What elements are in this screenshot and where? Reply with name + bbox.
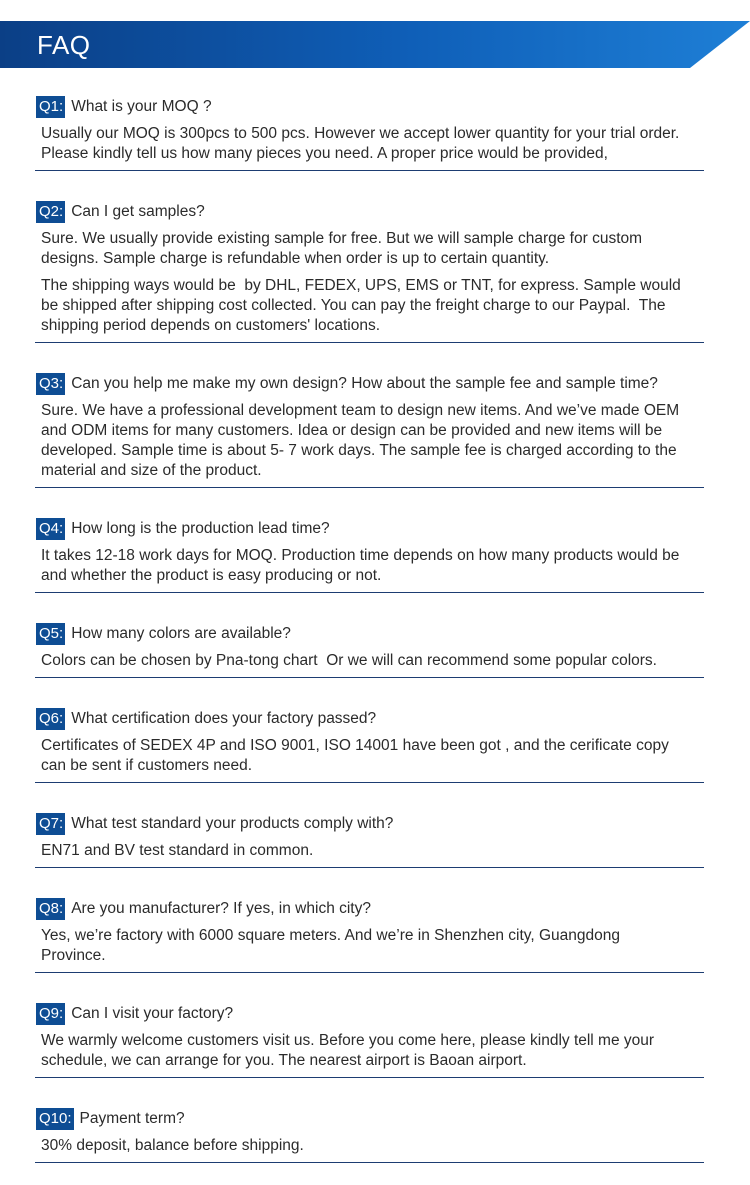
- faq-question-row: [35, 623, 704, 645]
- banner-background: [0, 21, 750, 68]
- faq-item: [35, 88, 704, 171]
- faq-question-row: [35, 201, 704, 223]
- faq-question: What test standard your products comply with?: [71, 815, 394, 832]
- faq-question: How many colors are available?: [71, 625, 291, 642]
- faq-question: Payment term?: [79, 1110, 185, 1127]
- faq-question-row: [35, 898, 704, 920]
- faq-answer: The shipping ways would be by DHL, FEDEX, UPS, EMS or TNT, for express. Sample would be shipped after shipping cost collected. You can pay the freight charge to our Paypal. The shipping period depends on customers' locations.: [41, 277, 681, 334]
- question-number-badge: Q8:: [36, 898, 65, 920]
- faq-item: [35, 615, 704, 678]
- question-number-badge: Q2:: [36, 201, 65, 223]
- faq-answer: Certificates of SEDEX 4P and ISO 9001, ISO 14001 have been got , and the cerificate copy can be sent if customers need.: [41, 737, 669, 774]
- faq-item: [35, 995, 704, 1078]
- faq-answer: 30% deposit, balance before shipping.: [41, 1137, 304, 1154]
- question-number-badge: Q9:: [36, 1003, 65, 1025]
- faq-question-row: [35, 373, 704, 395]
- faq-question-row: [35, 1003, 704, 1025]
- faq-question-row: [35, 813, 704, 835]
- faq-question: How long is the production lead time?: [71, 520, 330, 537]
- faq-banner: [0, 21, 750, 68]
- faq-answer: Yes, we’re factory with 6000 square meters. And we’re in Shenzhen city, Guangdong Province.: [41, 927, 621, 964]
- page-title: FAQ: [37, 30, 91, 60]
- faq-answer: Sure. We have a professional development team to design new items. And we’ve made OEM and ODM items for many customers. Idea or design can be provided and new items will be developed. Sample time is about 5- 7 work days. The sample fee is charged according to the material and size of the product.: [41, 402, 680, 479]
- faq-item: [35, 193, 704, 343]
- faq-question-row: [35, 1108, 704, 1130]
- question-number-badge: Q4:: [36, 518, 65, 540]
- question-number-badge: Q6:: [36, 708, 65, 730]
- faq-answer: It takes 12-18 work days for MOQ. Production time depends on how many products would be and whether the product is easy producing or not.: [41, 547, 680, 584]
- faq-item: [35, 890, 704, 973]
- faq-question: Can I get samples?: [71, 203, 205, 220]
- faq-answer: EN71 and BV test standard in common.: [41, 842, 314, 859]
- faq-item: [35, 365, 704, 488]
- faq-question: Can you help me make my own design? How about the sample fee and sample time?: [71, 375, 658, 392]
- faq-answer: Colors can be chosen by Pna-tong chart Or we will can recommend some popular colors.: [41, 652, 657, 669]
- faq-answer: We warmly welcome customers visit us. Before you come here, please kindly tell me your schedule, we can arrange for you. The nearest airport is Baoan airport.: [41, 1032, 655, 1069]
- question-number-badge: Q3:: [36, 373, 65, 395]
- faq-item: [35, 510, 704, 593]
- question-number-badge: Q5:: [36, 623, 65, 645]
- faq-question: What certification does your factory passed?: [71, 710, 377, 727]
- faq-question-row: [35, 708, 704, 730]
- faq-list: [35, 88, 704, 1185]
- faq-question: Can I visit your factory?: [71, 1005, 234, 1022]
- question-number-badge: Q7:: [36, 813, 65, 835]
- faq-item: [35, 700, 704, 783]
- question-number-badge: Q1:: [36, 96, 65, 118]
- faq-answer: Usually our MOQ is 300pcs to 500 pcs. However we accept lower quantity for your trial order. Please kindly tell us how many pieces you need. A proper price would be provided,: [41, 125, 680, 162]
- faq-question: Are you manufacturer? If yes, in which city?: [71, 900, 371, 917]
- faq-item: [35, 1100, 704, 1163]
- faq-question: What is your MOQ ?: [71, 98, 212, 115]
- faq-answer: Sure. We usually provide existing sample for free. But we will sample charge for custom designs. Sample charge is refundable when order is up to certain quantity.: [41, 230, 643, 267]
- faq-question-row: [35, 518, 704, 540]
- faq-item: [35, 805, 704, 868]
- faq-question-row: [35, 96, 704, 118]
- question-number-badge: Q10:: [36, 1108, 74, 1130]
